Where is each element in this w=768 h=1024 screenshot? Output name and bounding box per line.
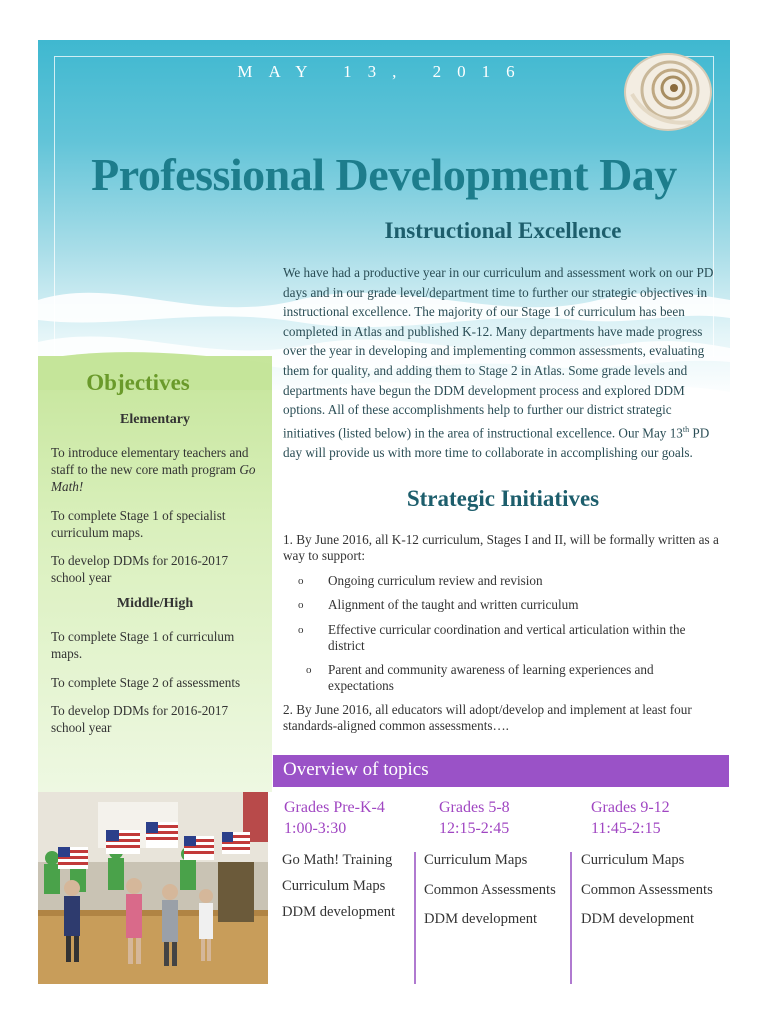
overview-banner	[273, 755, 729, 787]
topic-item: Common Assessments	[424, 882, 556, 898]
instructional-paragraph: We have had a productive year in our curriculum and assessment work on our PD days and in our grade level/department time to further our strategic objectives in instructional excellence. The majority of our Stage 1 of curriculum has been completed in Atlas and published K-12. Many departments have made progress over the year in developing and implementing common assessments, evaluating them for quality, and adding them to Stage 2 in Atlas. Some grade levels and departments have begun the DDM development process and explored DDM options. All of these accomplishments help to further our district strategic initiatives (listed below) in the area of instructional excellence. Our May 13th PD day will provide us with more time to collaborate in accomplishing our goals.	[283, 265, 714, 460]
objectives-heading: Objectives	[86, 370, 190, 395]
column-divider	[414, 852, 416, 984]
grade-column-2-header: Grades 5-8 12:15-2:45	[439, 799, 510, 837]
topic-item: Go Math! Training	[282, 852, 393, 868]
grade-column-3-header: Grades 9-12 11:45-2:15	[591, 799, 670, 837]
initiative-bullet: o Alignment of the taught and written curriculum	[298, 597, 579, 612]
middle-objective-1: To complete Stage 1 of curriculum maps.	[51, 629, 235, 661]
middle-objective-2: To complete Stage 2 of assessments	[51, 675, 241, 690]
initiative-bullet: o Parent and community awareness of learning experiences and expectations	[306, 662, 654, 693]
newsletter-date: MAY 13, 2016	[237, 62, 531, 81]
topic-item: Curriculum Maps	[581, 852, 685, 868]
topic-item: Curriculum Maps	[282, 878, 386, 894]
elementary-heading: Elementary	[120, 412, 190, 427]
elementary-objective-3: To develop DDMs for 2016-2017 school year	[51, 553, 229, 585]
elementary-objective-1: To introduce elementary teachers and staff to the new core math program Go Math!	[51, 445, 256, 494]
topic-item: DDM development	[282, 904, 396, 920]
initiative-2: 2. By June 2016, all educators will adopt/develop and implement at least four standards-aligned common assessments….	[283, 702, 692, 733]
middle-objective-3: To develop DDMs for 2016-2017 school year	[51, 703, 229, 735]
initiative-1: 1. By June 2016, all K-12 curriculum, Stages I and II, will be formally written as a way to support:	[283, 532, 719, 563]
instructional-heading: Instructional Excellence	[384, 218, 622, 243]
elementary-objective-2: To complete Stage 1 of specialist curriculum maps.	[51, 508, 226, 540]
topic-item: DDM development	[581, 911, 695, 927]
strategic-heading: Strategic Initiatives	[406, 486, 600, 511]
newsletter-page	[38, 40, 730, 984]
grade-column-1-header: Grades Pre-K-4 1:00-3:30	[284, 799, 385, 837]
initiative-bullet: o Effective curricular coordination and vertical articulation within the district	[298, 622, 686, 653]
seashell-icon	[622, 50, 714, 134]
page-title: Professional Development Day	[91, 149, 677, 200]
topic-item: Curriculum Maps	[424, 852, 528, 868]
topic-item: Common Assessments	[581, 882, 713, 898]
overview-label: Overview of topics	[283, 759, 429, 780]
middle-high-heading: Middle/High	[116, 596, 194, 611]
column-divider	[570, 852, 572, 984]
topic-item: DDM development	[424, 911, 538, 927]
initiative-bullet: o Ongoing curriculum review and revision	[298, 573, 543, 588]
flag-parade-photo	[38, 792, 268, 984]
